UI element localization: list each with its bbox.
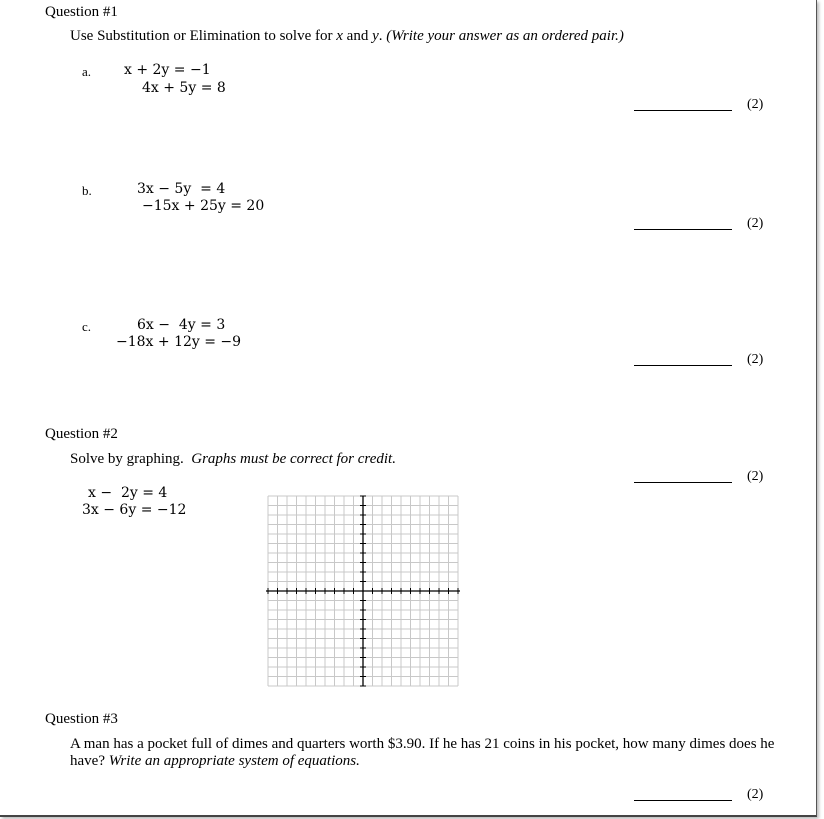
answer-blank-q2[interactable] bbox=[634, 482, 732, 483]
part-c-equation-2: −18x + 12y = −9 bbox=[116, 334, 242, 350]
question-3-title: Question #3 bbox=[45, 711, 118, 727]
part-a-label: a. bbox=[82, 64, 92, 79]
answer-blank-q3[interactable] bbox=[634, 800, 732, 801]
part-a-equation-2: 4x + 5y = 8 bbox=[142, 80, 226, 96]
points-b: (2) bbox=[747, 216, 764, 231]
part-a-equation-1: x + 2y = −1 bbox=[124, 62, 211, 78]
points-a: (2) bbox=[747, 97, 764, 112]
points-q2: (2) bbox=[747, 469, 764, 484]
coordinate-grid[interactable] bbox=[266, 494, 460, 698]
question-2-title: Question #2 bbox=[45, 426, 118, 442]
part-c-equation-1: 6x − 4y = 3 bbox=[137, 317, 226, 333]
question-3-text-line-2: have? Write an appropriate system of equations. bbox=[70, 753, 360, 769]
answer-blank-b[interactable] bbox=[634, 229, 732, 230]
q2-equation-1: x − 2y = 4 bbox=[88, 485, 168, 501]
question-2-instructions: Solve by graphing. Graphs must be correct for credit. bbox=[70, 451, 396, 467]
question-1-instructions: Use Substitution or Elimination to solve for x and y. (Write your answer as an ordered pair.) bbox=[70, 28, 624, 44]
part-b-equation-1: 3x − 5y = 4 bbox=[137, 181, 226, 197]
question-1-title: Question #1 bbox=[45, 4, 118, 20]
points-c: (2) bbox=[747, 352, 764, 367]
q2-equation-2: 3x − 6y = −12 bbox=[82, 502, 187, 518]
part-c-label: c. bbox=[82, 319, 92, 334]
points-q3: (2) bbox=[747, 787, 764, 802]
answer-blank-a[interactable] bbox=[634, 110, 732, 111]
part-b-equation-2: −15x + 25y = 20 bbox=[142, 198, 265, 214]
answer-blank-c[interactable] bbox=[634, 365, 732, 366]
part-b-label: b. bbox=[82, 183, 92, 198]
question-3-text-line-1: A man has a pocket full of dimes and quarters worth $3.90. If he has 21 coins in his pocket, how many dimes does he bbox=[70, 736, 775, 752]
